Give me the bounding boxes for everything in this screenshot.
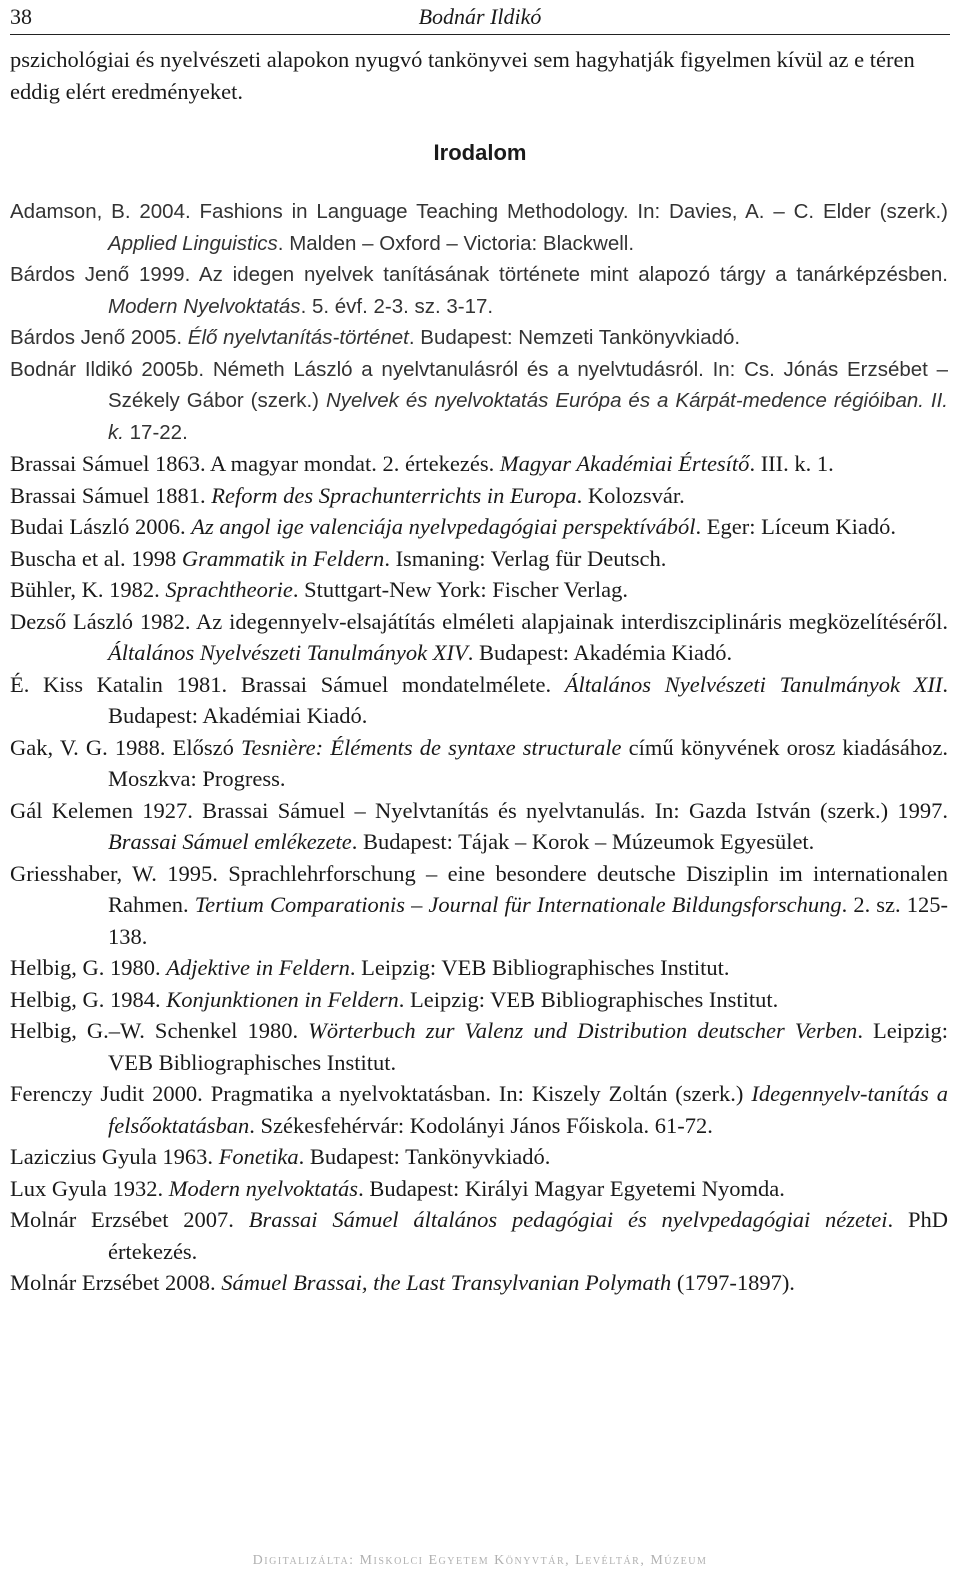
reference-entry <box>10 322 948 354</box>
reference-title: Wörterbuch zur Valenz und Distribution deutscher Verben <box>308 1018 858 1043</box>
reference-text: . PhD értekezés. <box>108 1207 948 1264</box>
reference-entry <box>10 606 948 669</box>
reference-text: . Székesfehérvár: Kodolányi János Főiskola. 61-72. <box>249 1112 713 1138</box>
reference-text: . Leipzig: VEB Bibliographisches Institut. <box>398 986 779 1012</box>
running-head: Bodnár Ildikó <box>418 4 542 29</box>
reference-text: Buscha et al. 1998 <box>10 545 182 571</box>
reference-title: Az angol ige valenciája nyelvpedagógiai perspektívából <box>191 514 696 539</box>
reference-title: Nyelvek és nyelvoktatás Európa és a Kárpát-medence régióiban. II. k. <box>108 389 948 444</box>
reference-title: Idegennyelv-tanítás a felsőoktatásban <box>108 1081 948 1138</box>
reference-text: . Budapest: Királyi Magyar Egyetemi Nyomda. <box>358 1175 785 1201</box>
reference-text: . Kolozsvár. <box>576 482 685 508</box>
reference-title: Modern nyelvoktatás <box>168 1175 359 1201</box>
reference-text: Molnár Erzsébet 2008. <box>10 1270 222 1295</box>
reference-text: . Budapest: Akadémiai Kiadó. <box>108 671 948 728</box>
reference-text: . Budapest: Tankönyvkiadó. <box>298 1144 551 1169</box>
reference-entry <box>10 732 948 795</box>
reference-text: . Eger: Líceum Kiadó. <box>695 514 897 539</box>
reference-title: Sprachtheorie <box>165 577 293 602</box>
reference-entry <box>10 1204 948 1267</box>
page-number: 38 <box>10 4 32 29</box>
reference-title: Modern Nyelvoktatás <box>108 294 301 318</box>
reference-text: . 2. sz. 125-138. <box>108 892 948 949</box>
reference-text: Helbig, G. 1980. <box>10 955 167 980</box>
reference-title: Általános Nyelvészeti Tanulmányok XIV <box>108 640 468 665</box>
reference-entry <box>10 1078 948 1141</box>
reference-text: Gál Kelemen 1927. Brassai Sámuel – Nyelvtanítás és nyelvtanulás. In: Gazda István (szerk.) 1997. <box>10 797 948 823</box>
reference-text: . Leipzig: VEB Bibliographisches Institut. <box>108 1018 948 1075</box>
reference-title: Reform des Sprachunterrichts in Europa <box>211 482 577 508</box>
reference-entry <box>10 511 948 543</box>
reference-text: Lux Gyula 1932. <box>10 1175 169 1201</box>
reference-title: Brassai Sámuel általános pedagógiai és nyelvpedagógiai nézetei <box>248 1207 888 1232</box>
reference-text: . 5. évf. 2-3. sz. 3-17. <box>300 294 494 318</box>
reference-text: Helbig, G. 1984. <box>10 986 167 1012</box>
reference-text: . Budapest: Tájak – Korok – Múzeumok Egyesület. <box>351 829 815 854</box>
reference-entry <box>10 354 948 449</box>
reference-title: Konjunktionen in Feldern <box>166 986 399 1012</box>
reference-entry <box>10 795 948 858</box>
reference-title: Applied Linguistics <box>108 231 278 255</box>
reference-text: Brassai Sámuel 1881. <box>10 482 212 508</box>
reference-entry <box>10 1267 948 1299</box>
reference-title: Magyar Akadémiai Értesítő <box>499 451 750 476</box>
digitization-footer: Digitalizálta: Miskolci Egyetem Könyvtár, Levéltár, Múzeum <box>252 1553 708 1568</box>
reference-entry <box>10 196 948 259</box>
reference-title: Brassai Sámuel emlékezete <box>108 829 352 854</box>
reference-text: Adamson, B. 2004. Fashions in Language Teaching Methodology. In: Davies, A. – C. Elder (szerk.) <box>10 200 948 223</box>
reference-entry <box>10 1141 948 1173</box>
reference-text: Gak, V. G. 1988. Előszó <box>10 734 242 760</box>
reference-title: Fonetika <box>218 1144 299 1169</box>
reference-text: Helbig, G.–W. Schenkel 1980. <box>10 1018 309 1043</box>
reference-text: Bodnár Ildikó 2005b. Németh László a nyelvtanulásról és a nyelvtudásról. In: Cs. Jónás Erzsébet – Székely Gábor (szerk.) <box>10 357 948 412</box>
intro-paragraph: pszichológiai és nyelvészeti alapokon nyugvó tankönyvei sem hagyhatják figyelmen kívül az e téren eddig elért eredményeket. <box>10 47 915 104</box>
reference-text: . Stuttgart-New York: Fischer Verlag. <box>292 577 629 602</box>
reference-text: Bühler, K. 1982. <box>10 577 166 602</box>
reference-text: Budai László 2006. <box>10 514 192 539</box>
reference-text: (1797-1897). <box>671 1270 795 1295</box>
section-title: Irodalom <box>433 140 527 165</box>
reference-entry <box>10 1015 948 1078</box>
reference-text: É. Kiss Katalin 1981. Brassai Sámuel mondatelmélete. <box>10 671 565 697</box>
reference-entry <box>10 858 948 953</box>
page-header <box>10 2 950 35</box>
reference-entry <box>10 669 948 732</box>
reference-text: . Malden – Oxford – Victoria: Blackwell. <box>277 231 635 255</box>
reference-list <box>10 196 948 1299</box>
reference-text: Bárdos Jenő 1999. Az idegen nyelvek tanításának története mint alapozó tárgy a tanárképzésben. <box>10 263 948 286</box>
reference-text: . III. k. 1. <box>749 451 834 476</box>
reference-entry <box>10 574 948 606</box>
reference-entry <box>10 543 948 575</box>
reference-text: Bárdos Jenő 2005. <box>10 326 188 349</box>
reference-text: Griesshaber, W. 1995. Sprachlehrforschung – eine besondere deutsche Disziplin im internationalen Rahmen. <box>10 860 948 917</box>
reference-entry <box>10 480 948 512</box>
reference-text: Molnár Erzsébet 2007. <box>10 1207 249 1232</box>
reference-entry <box>10 259 948 322</box>
reference-text: . Budapest: Akadémia Kiadó. <box>467 640 733 665</box>
reference-title: Grammatik in Feldern <box>181 545 385 571</box>
reference-text: című könyvének orosz kiadásához. Moszkva: Progress. <box>108 734 948 791</box>
reference-title: Élő nyelvtanítás-történet <box>187 326 409 349</box>
reference-text: . Leipzig: VEB Bibliographisches Institut. <box>349 955 730 980</box>
reference-title: Sámuel Brassai, the Last Transylvanian Polymath <box>221 1270 672 1295</box>
reference-text: 17-22. <box>123 420 188 444</box>
reference-entry <box>10 1173 948 1205</box>
reference-title: Tesnière: Éléments de syntaxe structurale <box>241 734 622 760</box>
reference-entry <box>10 448 948 480</box>
reference-text: Brassai Sámuel 1863. A magyar mondat. 2. értekezés. <box>10 451 500 476</box>
reference-entry <box>10 952 948 984</box>
reference-title: Általános Nyelvészeti Tanulmányok XII <box>564 671 943 697</box>
reference-text: Dezső László 1982. Az idegennyelv-elsajátítás elméleti alapjainak interdiszciplináris megközelítéséről. <box>10 608 948 634</box>
reference-text: Ferenczy Judit 2000. Pragmatika a nyelvoktatásban. In: Kiszely Zoltán (szerk.) <box>10 1081 752 1106</box>
reference-entry <box>10 984 948 1016</box>
reference-title: Adjektive in Feldern <box>166 955 350 980</box>
reference-text: Laziczius Gyula 1963. <box>10 1144 219 1169</box>
reference-text: . Ismaning: Verlag für Deutsch. <box>384 545 667 571</box>
reference-text: . Budapest: Nemzeti Tankönyvkiadó. <box>408 326 741 349</box>
reference-title: Tertium Comparationis – Journal für Internationale Bildungsforschung <box>194 892 842 917</box>
